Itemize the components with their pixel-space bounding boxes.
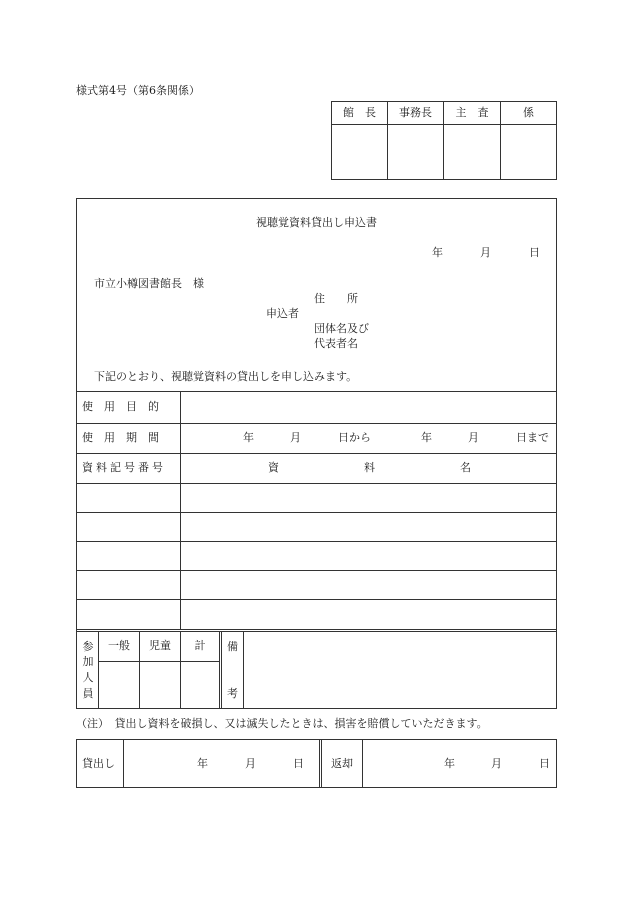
- participants-total-header: 計: [194, 639, 206, 652]
- materials-name-header-a: 資: [268, 461, 279, 474]
- group-label-2: 代表者名: [314, 337, 358, 350]
- form-number: 様式第4号（第6条関係）: [76, 84, 200, 97]
- materials-name-header-c: 名: [460, 461, 471, 474]
- approval-header-director: 館 長: [343, 106, 376, 119]
- lend-month: 月: [245, 757, 256, 770]
- period-month-until: 月: [468, 431, 479, 444]
- request-text: 下記のとおり、視聴覚資料の貸出しを申し込みます。: [94, 370, 358, 383]
- period-month-from: 月: [290, 431, 301, 444]
- approval-header-chief: 主 査: [455, 106, 489, 119]
- materials-code-header: 資料記号番号: [82, 461, 166, 474]
- lend-year: 年: [197, 757, 208, 770]
- group-label-1: 団体名及び: [314, 322, 369, 335]
- material-row[interactable]: [77, 513, 556, 541]
- approval-header-staff: 係: [523, 106, 534, 119]
- address-label: 住 所: [314, 292, 358, 305]
- participants-label-1: 参: [82, 640, 94, 653]
- return-month: 月: [491, 757, 502, 770]
- participants-label-3: 人: [82, 671, 94, 684]
- participants-total-field[interactable]: [181, 662, 219, 707]
- period-day-until: 日まで: [516, 431, 549, 444]
- date-day: 日: [529, 246, 540, 259]
- material-row[interactable]: [77, 600, 556, 628]
- lend-label: 貸出し: [82, 757, 115, 770]
- applicant-label: 申込者: [266, 307, 299, 320]
- date-year: 年: [432, 246, 443, 259]
- damage-note: （注） 貸出し資料を破損し、又は滅失したときは、損害を賠償していただきます。: [76, 717, 488, 730]
- lend-date-field[interactable]: [124, 740, 319, 787]
- addressee: 市立小樽図書館長 様: [94, 277, 204, 290]
- remarks-label-1: 備: [227, 640, 238, 653]
- material-row[interactable]: [77, 542, 556, 570]
- participants-label-4: 員: [82, 687, 94, 700]
- date-month: 月: [480, 246, 491, 259]
- purpose-label: 使 用 目 的: [82, 400, 159, 413]
- participants-general-header: 一般: [108, 639, 130, 652]
- form-title: 視聴覚資料貸出し申込書: [256, 216, 377, 229]
- material-row[interactable]: [77, 484, 556, 512]
- return-date-field[interactable]: [363, 740, 556, 787]
- return-day: 日: [539, 757, 550, 770]
- approval-header-secretary: 事務長: [399, 106, 432, 119]
- period-day-from: 日から: [338, 431, 371, 444]
- purpose-field[interactable]: [181, 392, 556, 422]
- remarks-field[interactable]: [244, 632, 556, 707]
- period-label: 使 用 期 間: [82, 431, 159, 444]
- participants-general-field[interactable]: [99, 662, 139, 707]
- period-year-until: 年: [421, 431, 432, 444]
- period-year-from: 年: [243, 431, 254, 444]
- participants-children-field[interactable]: [140, 662, 180, 707]
- return-year: 年: [444, 757, 455, 770]
- participants-children-header: 児童: [149, 639, 171, 652]
- remarks-label-2: 考: [227, 687, 238, 700]
- material-row[interactable]: [77, 571, 556, 599]
- materials-name-header-b: 料: [364, 461, 375, 474]
- lend-day: 日: [293, 757, 304, 770]
- participants-label-2: 加: [82, 655, 94, 668]
- return-label: 返却: [331, 757, 353, 770]
